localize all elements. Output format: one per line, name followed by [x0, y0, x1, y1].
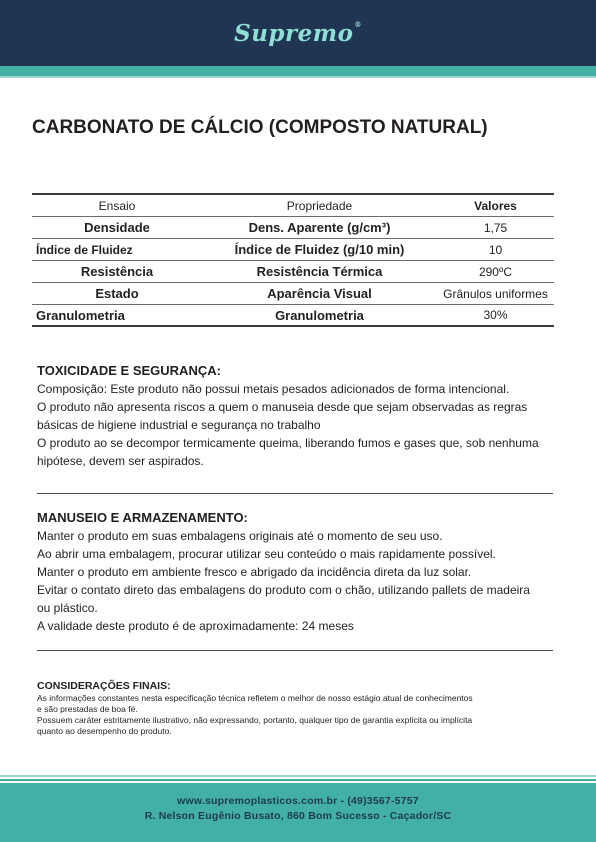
section-divider	[37, 493, 553, 494]
cell-ensaio: Resistência	[80, 264, 154, 279]
handling-line: A validade deste produto é de aproximadamente: 24 meses	[37, 619, 354, 633]
toxicity-line: O produto ao se decompor termicamente queima, liberando fumos e gases que, sob nenhuma	[37, 436, 539, 450]
cell-valor: 10	[488, 242, 503, 257]
page-footer	[0, 783, 596, 842]
handling-line: Evitar o contato direto das embalagens do produto com o chão, utilizando pallets de madeira	[37, 583, 530, 597]
table-row	[32, 217, 554, 239]
cell-ensaio: Índice de Fluidez	[36, 242, 133, 257]
footer-address: R. Nelson Eugênio Busato, 860 Bom Sucesso - Caçador/SC	[144, 810, 452, 822]
toxicity-line: O produto não apresenta riscos a quem o manuseia desde que sejam observadas as regras	[37, 400, 528, 414]
col-header-propriedade: Propriedade	[286, 198, 353, 213]
cell-ensaio: Estado	[95, 286, 139, 301]
toxicity-line: Composição: Este produto não possui metais pesados adicionados de forma intencional.	[37, 382, 510, 396]
handling-section	[37, 509, 547, 635]
handling-line: Manter o produto em ambiente fresco e abrigado da incidência direta da luz solar.	[37, 565, 472, 579]
page-title: CARBONATO DE CÁLCIO (COMPOSTO NATURAL)	[32, 117, 488, 138]
table-row	[32, 261, 554, 283]
footer-teal-line	[0, 779, 596, 781]
header-light-line	[0, 76, 596, 78]
final-heading: CONSIDERAÇÕES FINAIS:	[37, 680, 171, 692]
cell-propriedade: Dens. Aparente (g/cm³)	[248, 220, 391, 235]
cell-valor: Grânulos uniformes	[443, 286, 548, 301]
cell-propriedade: Granulometria	[275, 307, 364, 323]
table-row	[32, 283, 554, 305]
cell-ensaio: Granulometria	[36, 307, 125, 323]
handling-heading: MANUSEIO E ARMAZENAMENTO:	[37, 510, 248, 525]
brand-logo	[0, 20, 596, 47]
cell-valor: 30%	[483, 308, 508, 322]
registered-mark: ®	[354, 20, 362, 29]
section-divider	[37, 650, 553, 651]
cell-propriedade: Índice de Fluidez (g/10 min)	[234, 242, 405, 257]
cell-valor: 1,75	[483, 220, 508, 235]
table-header-row	[32, 195, 554, 217]
table-row	[32, 239, 554, 261]
cell-propriedade: Resistência Térmica	[256, 264, 383, 279]
footer-contact: www.supremoplasticos.com.br - (49)3567-5757	[177, 795, 419, 807]
cell-valor: 290ºC	[478, 264, 513, 279]
col-header-ensaio: Ensaio	[98, 198, 136, 213]
toxicity-heading: TOXICIDADE E SEGURANÇA:	[37, 363, 221, 378]
final-line: quanto ao desempenho do produto.	[37, 726, 172, 736]
toxicity-section	[37, 362, 547, 470]
header-teal-band	[0, 66, 596, 76]
logo-text: Supremo	[234, 20, 354, 47]
handling-line: Manter o produto em suas embalagens originais até o momento de seu uso.	[37, 529, 443, 543]
handling-line: ou plástico.	[37, 601, 98, 615]
col-header-valores: Valores	[474, 198, 517, 213]
handling-line: Ao abrir uma embalagem, procurar utilizar seu conteúdo o mais rapidamente possível.	[37, 547, 496, 561]
toxicity-line: hipótese, devem ser aspirados.	[37, 454, 204, 468]
final-line: As informações constantes nesta especificação técnica refletem o melhor de nosso estágio atual de conhecimentos	[37, 693, 473, 703]
footer-light-line	[0, 775, 596, 777]
page-header	[0, 0, 596, 80]
final-line: Possuem caráter estritamente ilustrativo, não expressando, portanto, qualquer tipo de garantia explícita ou implícita	[37, 715, 473, 725]
toxicity-line: básicas de higiene industrial e segurança no trabalho	[37, 418, 321, 432]
final-line: e são prestadas de boa fé.	[37, 704, 138, 714]
spec-table	[32, 193, 554, 327]
final-considerations	[37, 680, 552, 737]
cell-propriedade: Aparência Visual	[267, 286, 372, 301]
cell-ensaio: Densidade	[84, 220, 150, 235]
table-row	[32, 305, 554, 327]
